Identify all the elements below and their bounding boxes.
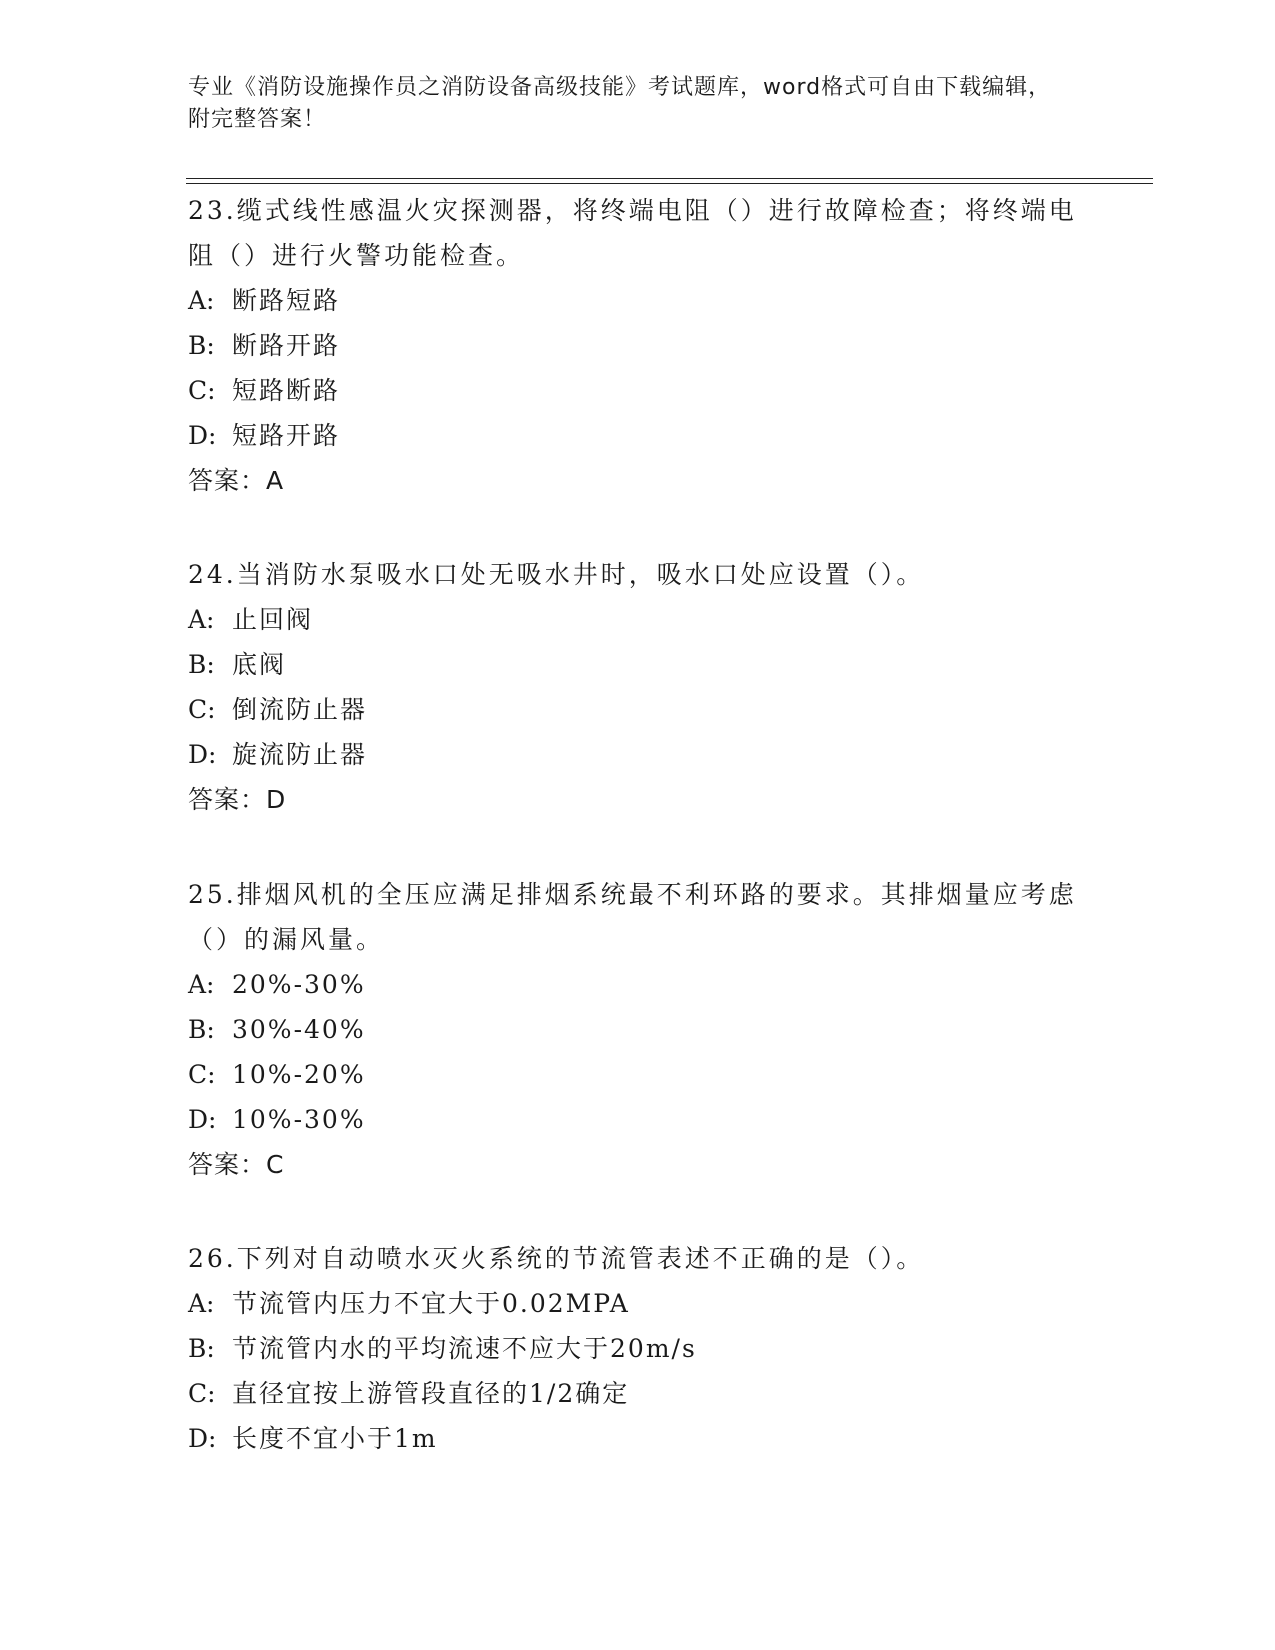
question-25 bbox=[188, 872, 1088, 1187]
option-label: C: bbox=[188, 695, 216, 724]
option-d bbox=[188, 1416, 1088, 1461]
document-header: 专业《消防设施操作员之消防设备高级技能》考试题库，word格式可自由下载编辑，附完整答案！ bbox=[188, 75, 1052, 132]
option-a bbox=[188, 962, 1088, 1007]
option-d bbox=[188, 413, 1088, 458]
option-text: 20%-30% bbox=[232, 970, 366, 999]
option-c bbox=[188, 368, 1088, 413]
option-text: 10%-20% bbox=[232, 1060, 366, 1089]
question-23 bbox=[188, 188, 1088, 503]
option-text: 倒流防止器 bbox=[232, 695, 368, 724]
option-text: 30%-40% bbox=[232, 1015, 366, 1044]
option-label: A: bbox=[188, 970, 215, 999]
option-text: 节流管内压力不宜大于0.02MPA bbox=[232, 1289, 630, 1318]
option-a bbox=[188, 597, 1088, 642]
option-text: 止回阀 bbox=[232, 605, 314, 634]
option-label: A: bbox=[188, 605, 215, 634]
option-text: 断路短路 bbox=[232, 286, 341, 315]
question-24 bbox=[188, 552, 1088, 822]
option-label: B: bbox=[188, 331, 215, 360]
option-label: D: bbox=[188, 740, 217, 769]
option-b bbox=[188, 1326, 1088, 1371]
option-a bbox=[188, 278, 1088, 323]
option-text: 旋流防止器 bbox=[232, 740, 368, 769]
option-c bbox=[188, 687, 1088, 732]
question-text: 23.缆式线性感温火灾探测器，将终端电阻（）进行故障检查；将终端电阻（）进行火警功能检查。 bbox=[188, 196, 1077, 270]
option-c bbox=[188, 1371, 1088, 1416]
option-label: C: bbox=[188, 1060, 216, 1089]
option-label: B: bbox=[188, 1334, 215, 1363]
option-text: 短路断路 bbox=[232, 376, 341, 405]
option-d bbox=[188, 732, 1088, 777]
option-label: D: bbox=[188, 1424, 217, 1453]
option-d bbox=[188, 1097, 1088, 1142]
question-text: 24.当消防水泵吸水口处无吸水井时，吸水口处应设置（）。 bbox=[188, 560, 925, 589]
option-label: A: bbox=[188, 1289, 215, 1318]
answer-line: 答案：D bbox=[188, 785, 287, 814]
option-b bbox=[188, 642, 1088, 687]
answer-line: 答案：C bbox=[188, 1150, 285, 1179]
option-text: 短路开路 bbox=[232, 421, 341, 450]
option-label: D: bbox=[188, 1105, 217, 1134]
option-label: D: bbox=[188, 421, 217, 450]
header-divider-top bbox=[186, 178, 1153, 179]
answer-line: 答案：A bbox=[188, 466, 285, 495]
option-label: C: bbox=[188, 376, 216, 405]
option-label: A: bbox=[188, 286, 215, 315]
option-text: 节流管内水的平均流速不应大于20m/s bbox=[232, 1334, 697, 1363]
option-text: 直径宜按上游管段直径的1/2确定 bbox=[232, 1379, 630, 1408]
option-b bbox=[188, 1007, 1088, 1052]
option-a bbox=[188, 1281, 1088, 1326]
question-text: 25.排烟风机的全压应满足排烟系统最不利环路的要求。其排烟量应考虑（）的漏风量。 bbox=[188, 880, 1077, 954]
option-text: 长度不宜小于1m bbox=[232, 1424, 438, 1453]
option-text: 断路开路 bbox=[232, 331, 341, 360]
header-divider-bottom bbox=[186, 183, 1153, 184]
option-text: 底阀 bbox=[232, 650, 287, 679]
option-label: B: bbox=[188, 1015, 215, 1044]
option-label: B: bbox=[188, 650, 215, 679]
question-text: 26.下列对自动喷水灭火系统的节流管表述不正确的是（）。 bbox=[188, 1244, 925, 1273]
question-26 bbox=[188, 1236, 1088, 1461]
option-label: C: bbox=[188, 1379, 216, 1408]
option-c bbox=[188, 1052, 1088, 1097]
option-text: 10%-30% bbox=[232, 1105, 366, 1134]
option-b bbox=[188, 323, 1088, 368]
